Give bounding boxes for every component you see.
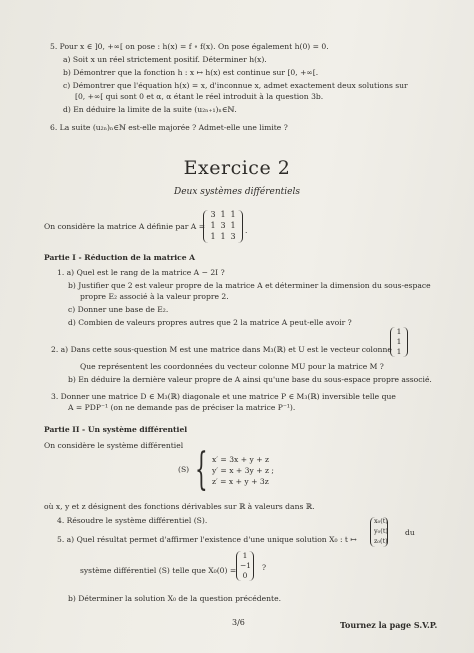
system-eq1: x′ = 3x + y + z [212,455,269,464]
matrix-cell: 1 [210,221,216,230]
question-5d: d) En déduire la limite de la suite (u₂ₙ₊₁)ₙ∈ℕ. [63,105,237,114]
system-eq2: y′ = x + 3y + z ; [212,466,274,475]
question-1c: c) Donner une base de E₂. [68,305,169,314]
matrix-cell: 3 [230,232,236,241]
question-1b-line1: b) Justifier que 2 est valeur propre de la matrice A et déterminer la dimension du sous-espace [68,281,431,290]
vector-u [390,327,408,357]
question-4: 4. Résoudre le système différentiel (S). [57,516,208,525]
question-5b: b) Démontrer que la fonction h : x ↦ h(x) est continue sur [0, +∞[. [63,68,319,77]
vector-cell: 1 [396,337,402,346]
question-1d: d) Combien de valeurs propres autres que 2 la matrice A peut-elle avoir ? [68,318,352,327]
matrix-cell: 1 [210,232,216,241]
vector-cell: x₀(t) [374,517,388,525]
part2-heading: Partie II - Un système différentiel [44,425,188,434]
page-number: 3/6 [232,618,245,627]
turn-page-note: Tournez la page S.V.P. [340,620,438,630]
matrix-cell: 1 [230,221,236,230]
vector-cell: y₀(t) [374,527,388,535]
matrix-cell: 3 [220,221,226,230]
vector-cell: z₀(t) [374,537,388,545]
exercise-title: Exercice 2 [183,157,291,179]
part1-heading: Partie I - Réduction de la matrice A [44,253,196,262]
question-2b: b) En déduire la dernière valeur propre de A ainsi qu'une base du sous-espace propre associé. [68,375,432,384]
question-5a-line1: 5. a) Quel résultat permet d'affirmer l'existence d'une unique solution X₀ : t ↦ [57,535,357,544]
question-2a: 2. a) Dans cette sous-question M est une matrice dans M₃(ℝ) et U est le vecteur colonne [51,345,392,354]
matrix-cell: 1 [220,232,226,241]
question-5a-mark: ? [262,563,267,572]
vector-cell: 0 [242,571,248,580]
question-5a-line2: système différentiel (S) telle que X₀(0) = [80,566,237,575]
question-3-line1: 3. Donner une matrice D ∈ M₃(ℝ) diagonale et une matrice P ∈ M₃(ℝ) inversible telle que [51,392,396,401]
exercise-subtitle: Deux systèmes différentiels [174,187,300,197]
part2-where: où x, y et z désignent des fonctions dérivables sur ℝ à valeurs dans ℝ. [44,502,315,511]
system-label: (S) [178,465,190,474]
question-2a-line2: Que représentent les coordonnées du vecteur colonne MU pour la matrice M ? [80,362,384,371]
vector-x0-initial [236,551,254,581]
question-5b: b) Déterminer la solution X₀ de la question précédente. [68,594,282,603]
question-5a-du: du [405,528,415,537]
question-5c-line1: c) Démontrer que l'équation h(x) = x, d'inconnue x, admet exactement deux solutions sur [63,81,408,90]
matrix-cell: 3 [210,210,216,219]
matrix-cell: 1 [230,210,236,219]
question-1b-line2: propre E₂ associé à la valeur propre 2. [80,292,229,301]
question-1a: 1. a) Quel est le rang de la matrice A − 2I ? [57,268,225,277]
intro-period: . [245,226,248,235]
vector-cell: 1 [396,347,402,356]
vector-x0-t [370,517,388,547]
vector-cell: −1 [240,561,252,570]
system-brace: { [195,444,208,495]
part2-intro: On considère le système différentiel [44,441,184,450]
question-6: 6. La suite (u₂ₙ)ₙ∈ℕ est-elle majorée ? Admet-elle une limite ? [50,123,288,132]
vector-cell: 1 [396,327,402,336]
question-5a: a) Soit x un réel strictement positif. Déterminer h(x). [63,55,267,64]
question-3-line2: A = PDP⁻¹ (on ne demande pas de préciser la matrice P⁻¹). [68,403,296,412]
system-eq3: z′ = x + y + 3z [212,477,269,486]
matrix-a [203,210,243,243]
vector-cell: 1 [242,551,248,560]
intro-text: On considère la matrice A définie par A = [44,222,206,231]
question-5c-line2: [0, +∞[ qui sont 0 et α, α étant le réel introduit à la question 3b. [75,92,324,101]
question-5: 5. Pour x ∈ ]0, +∞[ on pose : h(x) = f ∘ f(x). On pose également h(0) = 0. [50,42,329,51]
matrix-cell: 1 [220,210,226,219]
